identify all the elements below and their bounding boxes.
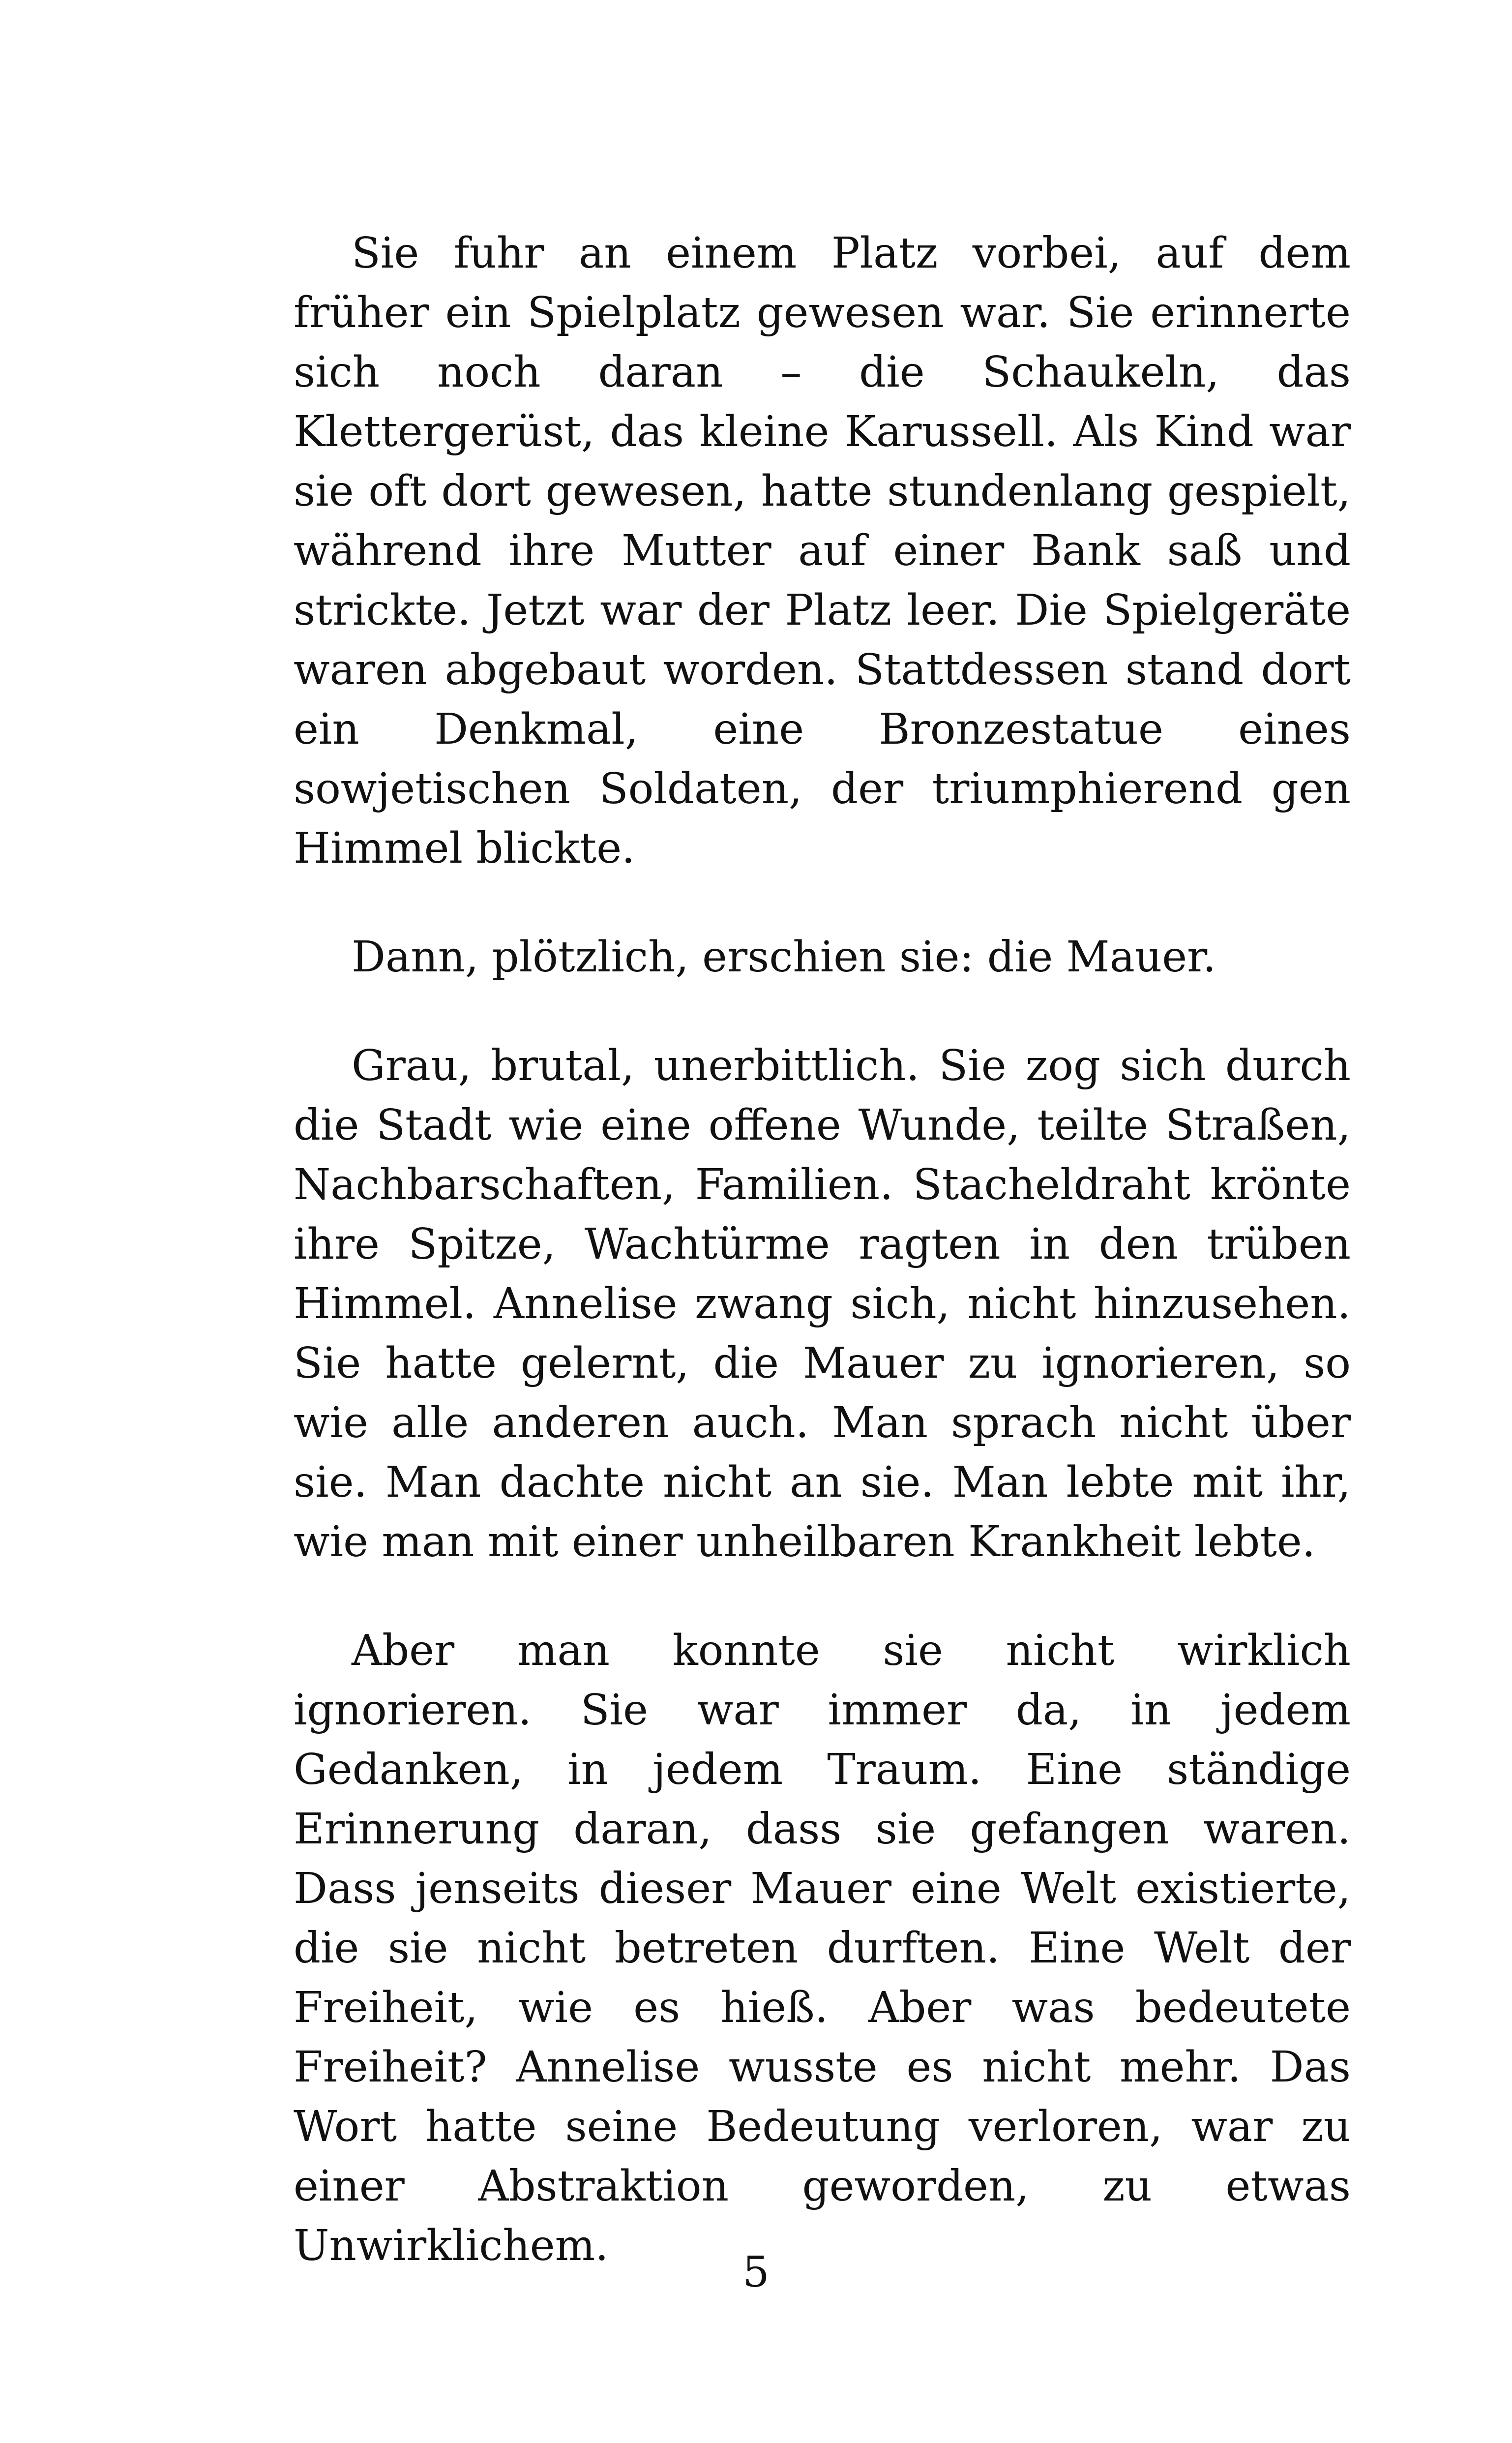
- paragraph-3: Grau, brutal, unerbittlich. Sie zog sich durch die Stadt wie eine offene Wunde, teilte Straßen, Nachbarschaften, Familien. Stacheldraht krönte ihre Spitze, Wachtürme ragten in den trüben Himmel. Annelise zwang sich, nicht hinzusehen. Sie hatte gelernt, die Mauer zu ignorieren, so wie alle anderen auch. Man sprach nicht über sie. Man dachte nicht an sie. Man lebte mit ihr, wie man mit einer unheilbaren Krankheit lebte.: [294, 1041, 1351, 1567]
- paragraph-4: Aber man konnte sie nicht wirklich ignorieren. Sie war immer da, in jedem Gedanken, in jedem Traum. Eine ständige Erinnerung daran, dass sie gefangen waren. Dass jenseits dieser Mauer eine Welt existierte, die sie nicht betreten durften. Eine Welt der Freiheit, wie es hieß. Aber was bedeutete Freiheit? Annelise wusste es nicht mehr. Das Wort hatte seine Bedeutung verloren, war zu einer Abstraktion geworden, zu etwas Unwirklichem.: [294, 1626, 1351, 2270]
- paragraph-2: Dann, plötzlich, erschien sie: die Mauer.: [352, 933, 1216, 982]
- page-number: 5: [742, 2248, 770, 2297]
- paragraph-1: Sie fuhr an einem Platz vorbei, auf dem früher ein Spielplatz gewesen war. Sie erinnerte sich noch daran – die Schaukeln, das Klettergerüst, das kleine Karussell. Als Kind war sie oft dort gewesen, hatte stundenlang gespielt, während ihre Mutter auf einer Bank saß und strickte. Jetzt war der Platz leer. Die Spielgeräte waren abgebaut worden. Stattdessen stand dort ein Denkmal, eine Bronzestatue eines sowjetischen Soldaten, der triumphierend gen Himmel blickte.: [294, 229, 1351, 873]
- body-text: [294, 224, 1351, 2276]
